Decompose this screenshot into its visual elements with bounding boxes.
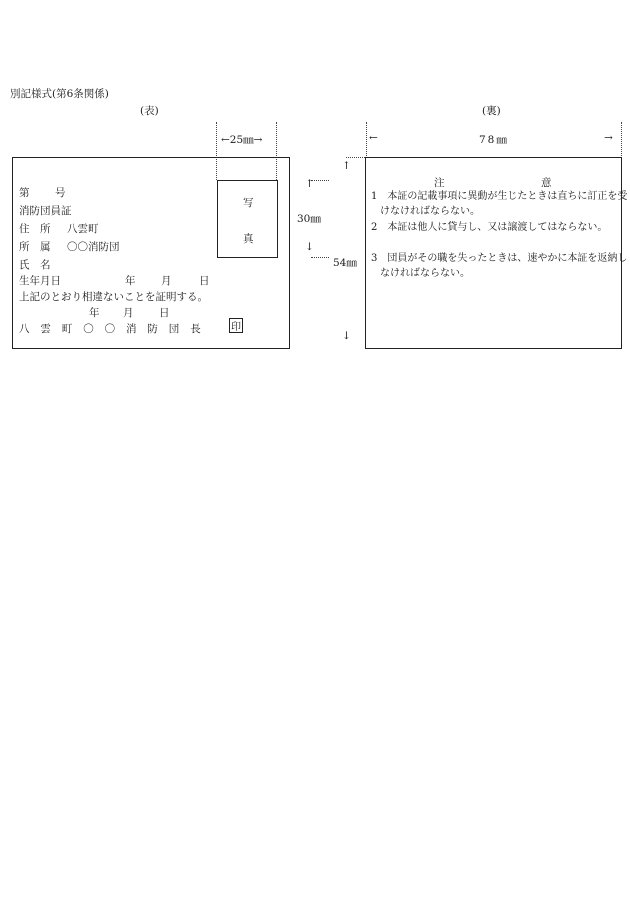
notice-item-1: 1 本証の記載事項に異動が生じたときは直ちに訂正を受けなければならない。: [371, 191, 628, 217]
photo-height-guide-top: [311, 180, 329, 181]
card-width-guide-left: [366, 122, 367, 158]
card-width-dimension: 78㎜: [479, 134, 509, 146]
photo-height-dimension: 30㎜: [297, 213, 321, 225]
issue-month: 月: [123, 307, 134, 319]
name-label: 氏 名: [19, 259, 51, 271]
card-width-guide-right: [621, 122, 622, 158]
issuer: 八 雲 町 〇 〇 消 防 団 長: [19, 323, 201, 335]
card-width-arrow-right: →: [604, 132, 613, 144]
front-card: [12, 157, 290, 349]
issue-year: 年: [89, 307, 100, 319]
card-width-arrow-left: ←: [369, 132, 378, 144]
notice-item-3: 3 団員がその職を失ったときは、速やかに本証を返納しなければならない。: [371, 253, 628, 279]
card-height-guide-top: [346, 157, 365, 158]
photo-char-1: 写: [243, 197, 254, 209]
birth-day: 日: [199, 275, 210, 287]
issue-day: 日: [159, 307, 170, 319]
notice-title-1: 注: [434, 177, 445, 189]
notice-item-2: 2 本証は他人に貸与し、又は譲渡してはならない。: [371, 222, 608, 233]
number-label-1: 第: [19, 187, 30, 199]
notice-title-2: 意: [541, 177, 552, 189]
photo-height-arrow-down: ↓: [305, 241, 314, 253]
photo-char-2: 真: [243, 233, 254, 245]
card-height-arrow-down: ↓: [342, 330, 351, 342]
photo-height-arrow-up: ↑: [305, 178, 314, 190]
birth-label: 生年月日: [19, 275, 61, 287]
certify-text: 上記のとおり相違ないことを証明する。: [19, 291, 208, 303]
photo-box: [217, 180, 278, 258]
affiliation-value: 〇〇消防団: [67, 241, 120, 253]
card-height-arrow-up: ↑: [342, 160, 351, 172]
back-label: (裏): [482, 105, 501, 117]
back-card: [365, 157, 628, 349]
address-label: 住 所: [19, 223, 51, 235]
affiliation-label: 所 属: [19, 241, 51, 253]
form-title: 別記様式(第6条関係): [10, 88, 109, 100]
birth-month: 月: [161, 275, 172, 287]
photo-width-dimension: ←25㎜→: [221, 134, 263, 146]
seal-stamp: 印: [229, 318, 243, 333]
birth-year: 年: [125, 275, 136, 287]
photo-height-guide-bottom: [311, 257, 329, 258]
front-label: (表): [140, 105, 159, 117]
number-label-2: 号: [55, 187, 66, 199]
card-height-dimension: 54㎜: [333, 257, 357, 269]
certificate-name: 消防団員証: [19, 205, 72, 217]
address-value: 八雲町: [67, 223, 99, 235]
